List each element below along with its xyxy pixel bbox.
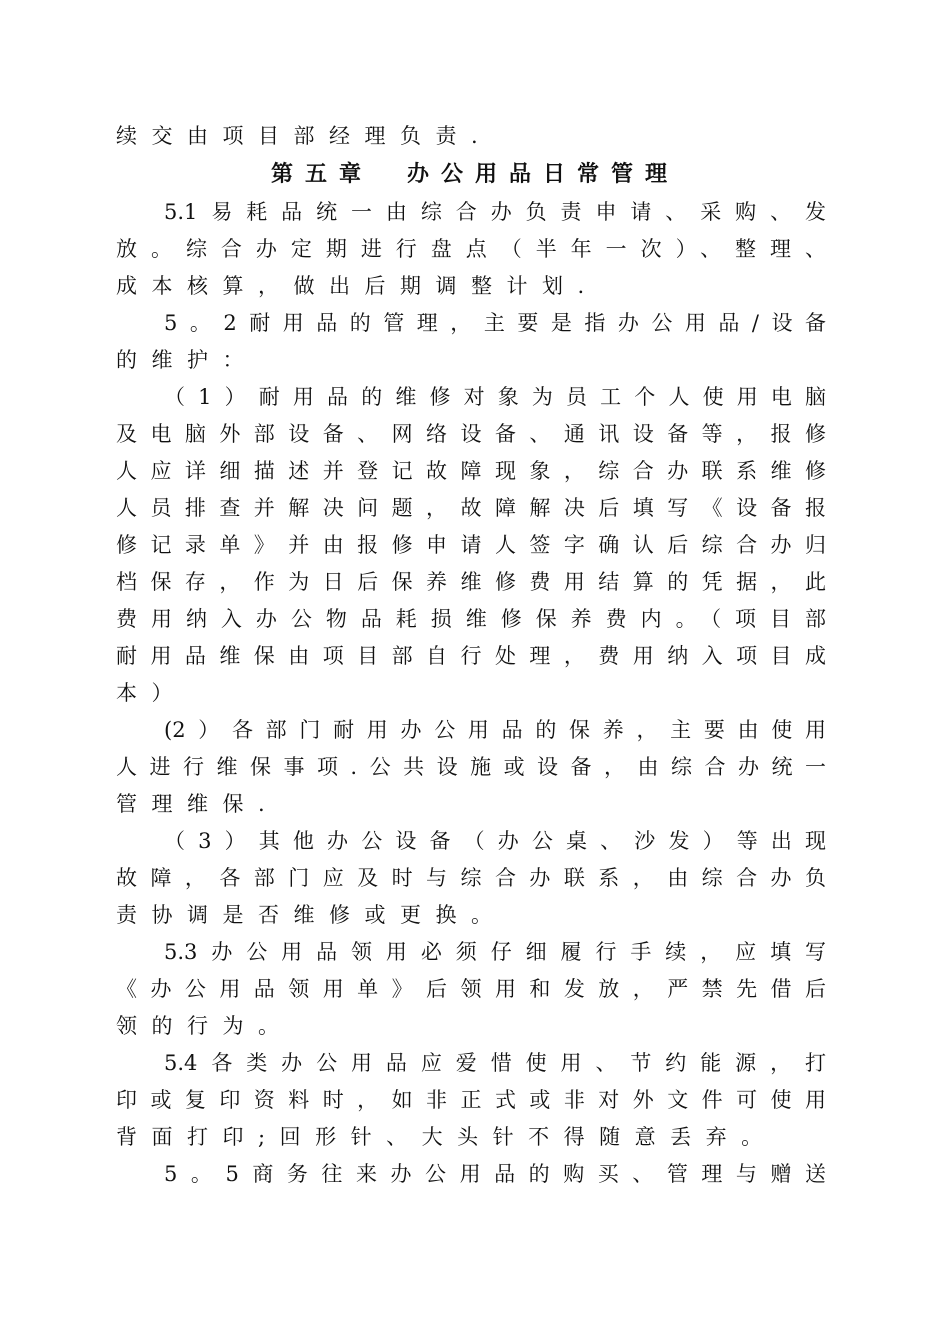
paragraph-line: 放。综合办定期进行盘点（半年一次）、整理、 — [116, 237, 826, 261]
paragraph-line: (2）各部门耐用办公用品的保养，主要由使用 — [164, 718, 826, 742]
paragraph-line: 本） — [116, 681, 187, 705]
paragraph-line: 档保存，作为日后保养维修费用结算的凭据，此 — [116, 570, 826, 594]
paragraph-line: 修记录单》并由报修申请人签字确认后综合办归 — [116, 533, 826, 557]
paragraph-line: 故障，各部门应及时与综合办联系，由综合办负 — [116, 866, 826, 890]
paragraph-line: 费用纳入办公物品耗损维修保养费内。（项目部 — [116, 607, 826, 631]
paragraph-line: （3）其他办公设备（办公桌、沙发）等出现 — [164, 829, 826, 853]
paragraph-line: 人进行维保事项.公共设施或设备，由综合办统一 — [116, 755, 826, 779]
paragraph-line: 续交由项目部经理负责. — [116, 124, 493, 148]
paragraph-line: 的维护： — [116, 348, 258, 372]
paragraph-line: 《办公用品领用单》后领用和发放，严禁先借后 — [116, 977, 826, 1001]
paragraph-line: 耐用品维保由项目部自行处理，费用纳入项目成 — [116, 644, 826, 668]
paragraph-line: 领的行为。 — [116, 1014, 294, 1038]
paragraph-line: 管理维保. — [116, 792, 280, 816]
chapter-heading: 第五章 办公用品日常管理 — [270, 161, 679, 187]
paragraph-line: 及电脑外部设备、网络设备、通讯设备等，报修 — [116, 422, 826, 446]
paragraph-line: （1）耐用品的维修对象为员工个人使用电脑 — [164, 385, 826, 409]
paragraph-line: 5。5商务往来办公用品的购买、管理与赠送 — [164, 1162, 826, 1186]
paragraph-line: 背面打印;回形针、大头针不得随意丢弃。 — [116, 1125, 777, 1149]
paragraph-line: 5.3办公用品领用必须仔细履行手续，应填写 — [164, 940, 826, 964]
paragraph-line: 5.1易耗品统一由综合办负责申请、采购、发 — [164, 200, 826, 224]
paragraph-line: 人员排查并解决问题，故障解决后填写《设备报 — [116, 496, 826, 520]
paragraph-line: 责协调是否维修或更换。 — [116, 903, 507, 927]
paragraph-line: 成本核算，做出后期调整计划. — [116, 274, 599, 298]
paragraph-line: 5.4各类办公用品应爱惜使用、节约能源，打 — [164, 1051, 826, 1075]
paragraph-line: 人应详细描述并登记故障现象，综合办联系维修 — [116, 459, 826, 483]
paragraph-line: 印或复印资料时，如非正式或非对外文件可使用 — [116, 1088, 826, 1112]
paragraph-line: 5。2耐用品的管理，主要是指办公用品/设备 — [164, 311, 826, 335]
